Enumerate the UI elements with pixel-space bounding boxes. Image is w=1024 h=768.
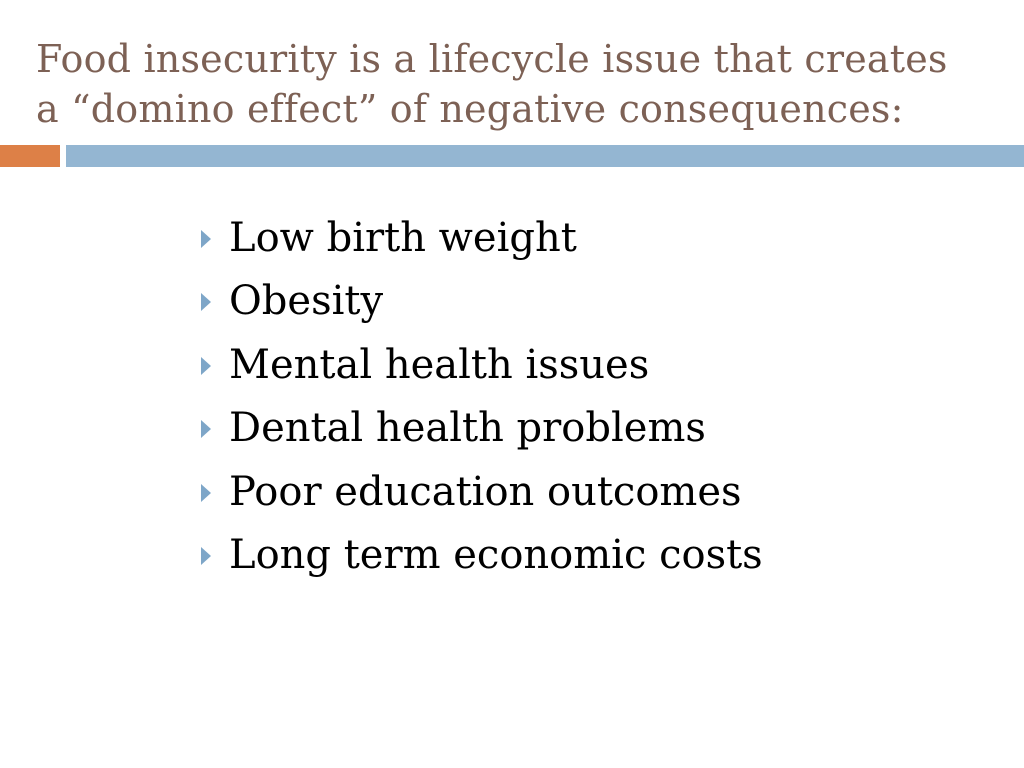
triangle-right-icon [201, 230, 211, 248]
triangle-right-icon [201, 547, 211, 565]
bullet-text: Mental health issues [229, 341, 650, 388]
triangle-right-icon [201, 484, 211, 502]
bullet-item [198, 270, 763, 334]
bullet-item [198, 460, 763, 524]
bullet-text: Poor education outcomes [229, 468, 742, 515]
accent-bar-orange [0, 145, 60, 167]
bullet-item [198, 524, 763, 588]
bullet-item [198, 206, 763, 270]
accent-bar-blue [66, 145, 1024, 167]
slide-title-line-2: a “domino effect” of negative consequences: [36, 87, 904, 131]
bullet-item [198, 333, 763, 397]
slide-title-line-1: Food insecurity is a lifecycle issue that creates [36, 37, 948, 81]
bullet-text: Obesity [229, 278, 384, 325]
bullet-text: Dental health problems [229, 405, 706, 452]
slide-title [36, 34, 1016, 134]
bullet-text: Low birth weight [229, 214, 577, 261]
bullet-item [198, 397, 763, 461]
triangle-right-icon [201, 357, 211, 375]
bullet-text: Long term economic costs [229, 532, 763, 579]
triangle-right-icon [201, 293, 211, 311]
triangle-right-icon [201, 420, 211, 438]
bullet-list [198, 206, 763, 587]
